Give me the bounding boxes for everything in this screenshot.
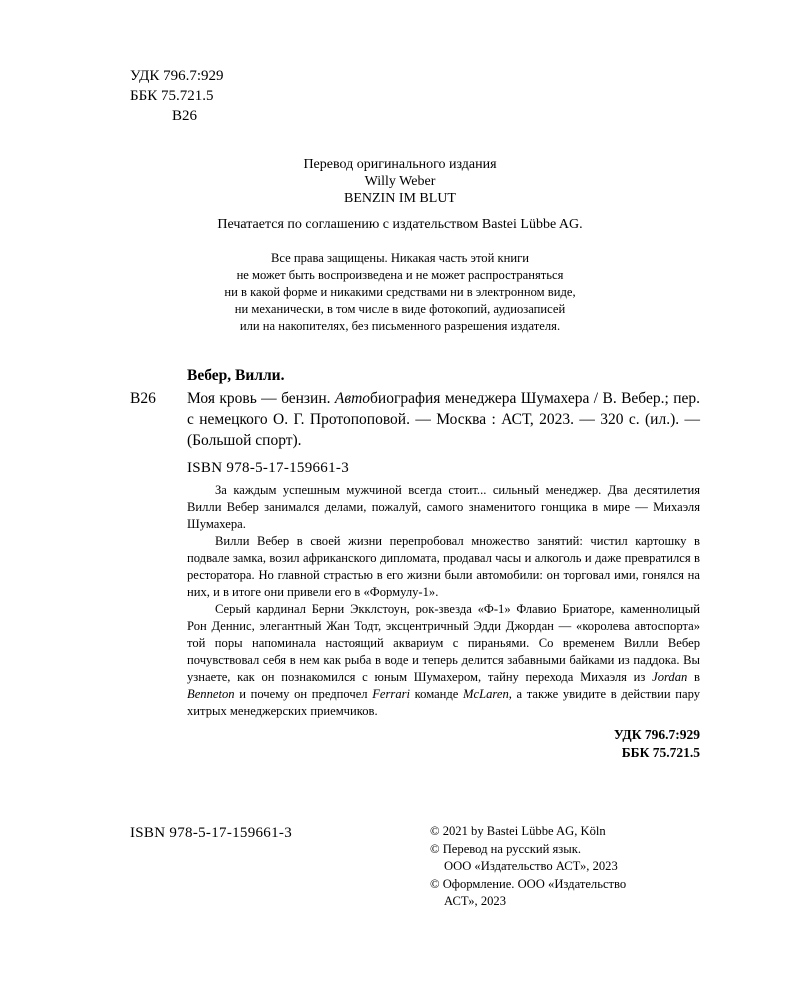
annotation-paragraph: Вилли Вебер в своей жизни перепробовал множество занятий: чистил картошку в подвале замка, возил африканского дипломата, продавал часы и алкоголь и даже превратился в ресторатора. Но главной страстью в его жизни были автомобили: он торговал ими, гонялся на них, и в итоге они привели его в «Формулу-1». bbox=[187, 534, 700, 599]
description-text: биография менеджера Шумахера / В. Вебер.; пер. с немецкого О. Г. Протопоповой. — Москва : АСТ, 2023. — 320 с. (ил.). — (Большой спорт). bbox=[187, 390, 700, 449]
rights-line: ни механически, в том числе в виде фотокопий, аудиозаписей bbox=[234, 302, 566, 316]
original-author: Willy Weber bbox=[364, 174, 436, 189]
copyright-block bbox=[430, 823, 626, 911]
author-mark: В26 bbox=[172, 108, 198, 124]
bibliographic-record bbox=[130, 365, 700, 762]
udk-code: УДК 796.7:929 bbox=[130, 68, 224, 84]
copyright-line: © Перевод на русский язык. bbox=[430, 841, 581, 856]
original-edition-line: Перевод оригинального издания bbox=[303, 157, 497, 172]
record-isbn: ISBN 978-5-17-159661-3 bbox=[187, 460, 350, 476]
rights-line: не может быть воспроизведена и не может распространяться bbox=[236, 268, 564, 282]
record-entry bbox=[130, 388, 700, 451]
annotation-text: и почему он предпочел bbox=[234, 687, 373, 701]
record-label: В26 bbox=[130, 390, 156, 407]
annotation-paragraph: За каждым успешным мужчиной всегда стоит... сильный менеджер. Два десятилетия Вилли Вебер занимался делами, пожалуй, самого знаменитого гонщика в мире — Михаэля Шумахера. bbox=[187, 483, 700, 531]
annotation bbox=[130, 482, 700, 720]
copyright-line: © 2021 by Bastei Lübbe AG, Köln bbox=[430, 824, 606, 838]
annotation-paragraph bbox=[187, 601, 700, 720]
copyright-line: АСТ», 2023 bbox=[444, 894, 507, 908]
bbk-code: ББК 75.721.5 bbox=[130, 88, 214, 104]
classification-codes bbox=[130, 66, 224, 126]
rights-line: Все права защищены. Никакая часть этой книги bbox=[271, 251, 529, 265]
index-codes bbox=[130, 726, 700, 762]
copyright-line: ООО «Издательство АСТ», 2023 bbox=[444, 859, 618, 873]
rights-line: ни в какой форме и никакими средствами ни в электронном виде, bbox=[224, 285, 576, 299]
annotation-text: команде bbox=[410, 687, 464, 701]
annotation-text: , а также увидите в действии пару хитрых менеджерских приемчиков. bbox=[187, 687, 700, 718]
footer-isbn: ISBN 978-5-17-159661-3 bbox=[130, 825, 293, 841]
rights-line: или на накопителях, без письменного разрешения издателя. bbox=[239, 319, 561, 333]
copyright-line: © Оформление. ООО «Издательство bbox=[430, 876, 627, 891]
index-bbk: ББК 75.721.5 bbox=[621, 745, 700, 760]
publication-agreement: Печатается по соглашению с издательством Bastei Lübbe AG. bbox=[217, 217, 583, 232]
team-name: Ferrari bbox=[372, 687, 411, 701]
original-title: BENZIN IM BLUT bbox=[344, 191, 456, 206]
annotation-text: Серый кардинал Берни Экклстоун, рок-звезда «Ф-1» Флавио Бриаторе, каменнолицый Рон Деннис, элегантный Жан Тодт, эксцентричный Эдди Джордан — «королева автоспорта» той поры напоминала настоящий аквариум с пираньями. Со временем Вилли Вебер почувствовал себя в нем как рыба в воде и теперь делится забавными байками из паддока. Вы узнаете, как он познакомился с юным Шумахером, тайну перехода Михаэля из bbox=[187, 602, 700, 684]
original-edition-block bbox=[0, 156, 800, 207]
record-description bbox=[187, 388, 700, 451]
team-name: McLaren bbox=[463, 687, 509, 701]
index-udk: УДК 796.7:929 bbox=[613, 727, 700, 742]
description-text: Моя кровь — бензин. bbox=[187, 390, 335, 407]
annotation-text: в bbox=[687, 670, 700, 684]
rights-notice bbox=[0, 250, 800, 335]
team-name: Jordan bbox=[652, 670, 688, 684]
description-italic: Авто bbox=[334, 390, 371, 407]
record-heading: Вебер, Вилли. bbox=[187, 367, 285, 384]
team-name: Benneton bbox=[187, 687, 235, 701]
